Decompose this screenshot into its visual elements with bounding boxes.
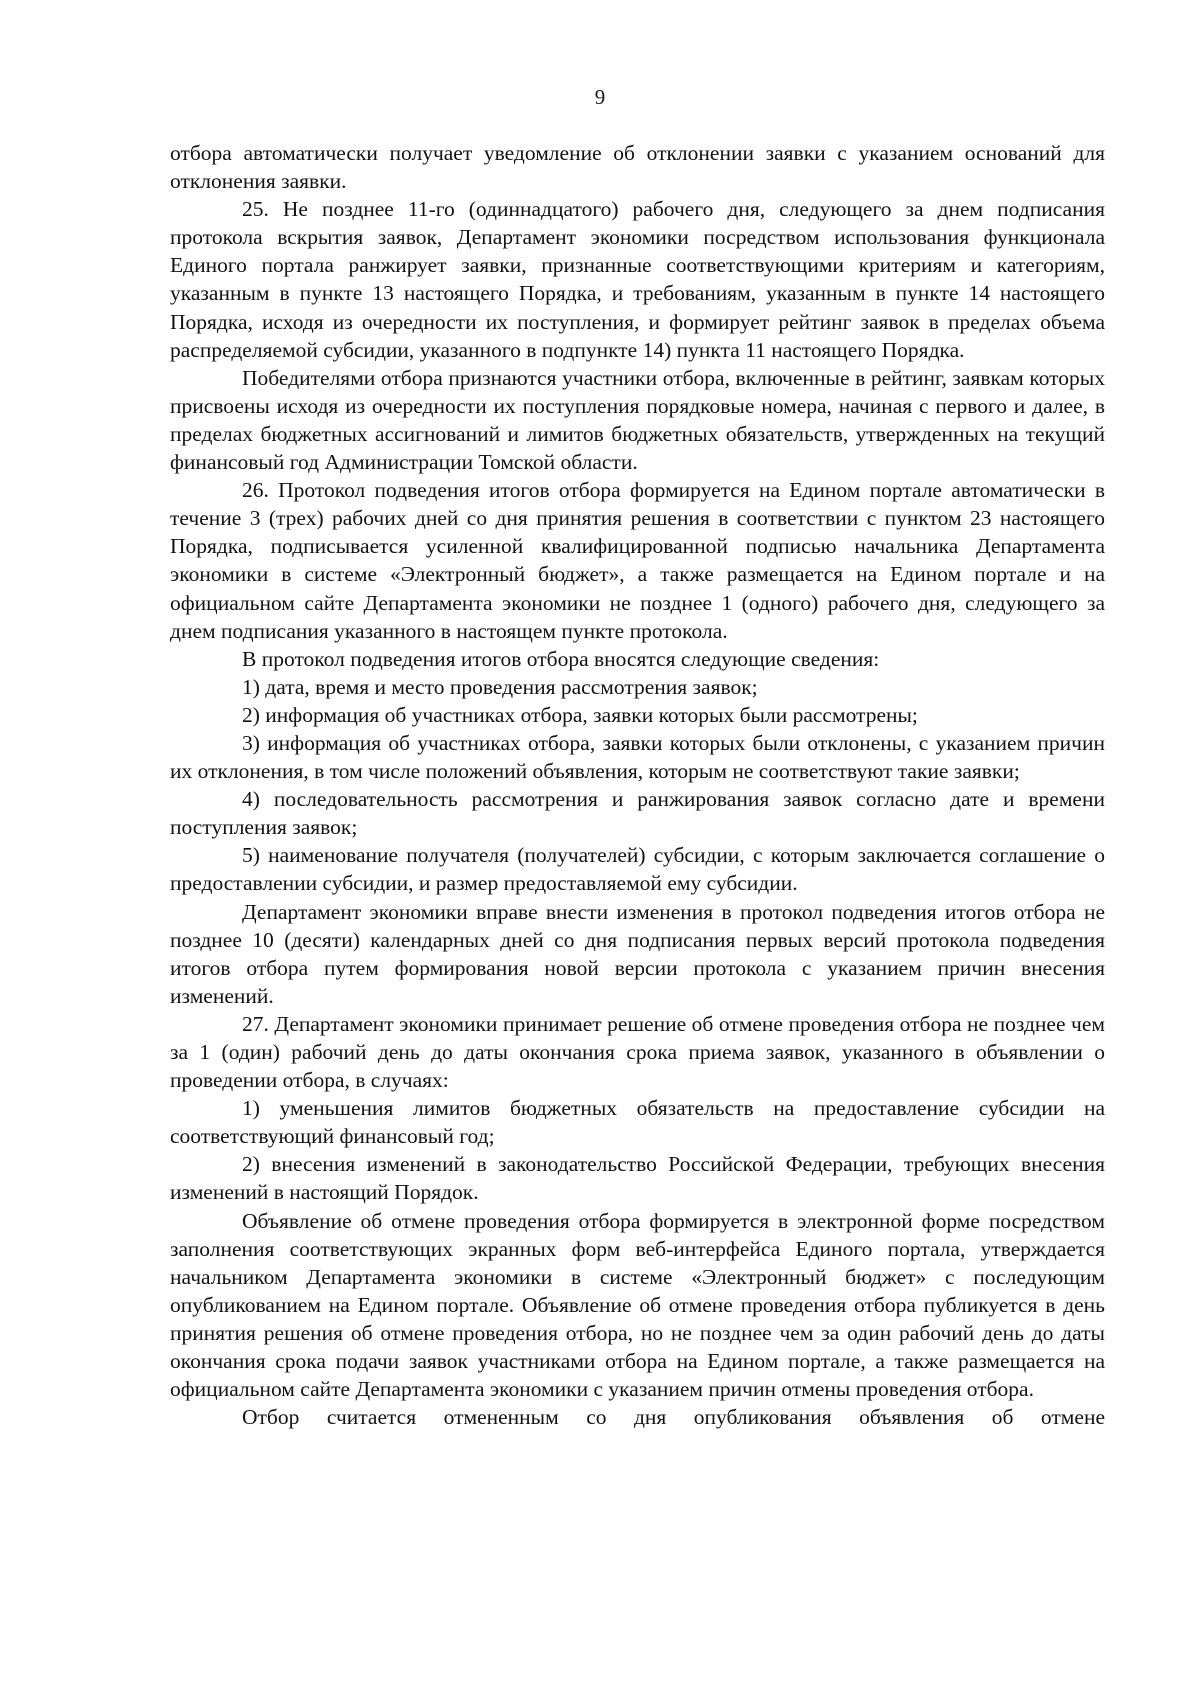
list-item-3: 3) информация об участниках отбора, заявки которых были отклонены, с указанием причин их отклонения, в том числе положений объявления, которым не соответствуют такие заявки; (170, 730, 1105, 784)
page-number: 9 (594, 85, 606, 109)
paragraph-winners: Победителями отбора признаются участники отбора, включенные в рейтинг, заявкам которых присвоены исходя из очередности их поступления порядковые номера, начиная с первого и далее, в пределах бюджетных ассигнований и лимитов бюджетных обязательств, утвержденных на текущий финансовый год Администрации Томской области. (170, 365, 1105, 475)
paragraph-item-27: 27. Департамент экономики принимает решение об отмене проведения отбора не позднее чем за 1 (один) рабочий день до даты окончания срока приема заявок, указанного в объявлении о проведении отбора, в случаях: (170, 1011, 1105, 1093)
paragraph-item-25: 25. Не позднее 11-го (одиннадцатого) рабочего дня, следующего за днем подписания протокола вскрытия заявок, Департамент экономики посредством использования функционала Единого портала ранжирует заявки, признанные соответствующими критериям и категориям, указанным в пункте 13 настоящего Порядка, и требованиям, указанным в пункте 14 настоящего Порядка, исходя из очередности их поступления, и формирует рейтинг заявок в пределах объема распределяемой субсидии, указанного в подпункте 14) пункта 11 настоящего Порядка. (170, 197, 1105, 362)
paragraph-cancel-announcement: Объявление об отмене проведения отбора формируется в электронной форме посредством заполнения соответствующих экранных форм веб-интерфейса Единого портала, утверждается начальником Департамента экономики в системе «Электронный бюджет» с последующим опубликованием на Едином портале. Объявление об отмене проведения отбора публикуется в день принятия решения об отмене проведения отбора, но не позднее чем за один рабочий день до даты окончания срока подачи заявок участниками отбора на Едином портале, а также размещается на официальном сайте Департамента экономики с указанием причин отмены проведения отбора. (170, 1208, 1105, 1402)
paragraph-cancel-effective: Отбор считается отмененным со дня опубликования объявления об отмене (242, 1405, 1105, 1430)
paragraph-continuation: отбора автоматически получает уведомление об отклонении заявки с указанием оснований для отклонения заявки. (170, 141, 1105, 194)
cancel-reason-1: 1) уменьшения лимитов бюджетных обязательств на предоставление субсидии на соответствующий финансовый год; (170, 1096, 1105, 1149)
document-body (170, 139, 1105, 1431)
list-item-5: 5) наименование получателя (получателей) субсидии, с которым заключается соглашение о предоставлении субсидии, и размер предоставляемой ему субсидии. (170, 843, 1105, 896)
list-item-4: 4) последовательность рассмотрения и ранжирования заявок согласно дате и времени поступления заявок; (170, 787, 1105, 840)
paragraph-item-26: 26. Протокол подведения итогов отбора формируется на Едином портале автоматически в течение 3 (трех) рабочих дней со дня принятия решения в соответствии с пунктом 23 настоящего Порядка, подписывается усиленной квалифицированной подписью начальника Департамента экономики в системе «Электронный бюджет», а также размещается на Едином портале и на официальном сайте Департамента экономики не позднее 1 (одного) рабочего дня, следующего за днем подписания указанного в настоящем пункте протокола. (170, 478, 1105, 643)
list-item-1: 1) дата, время и место проведения рассмотрения заявок; (242, 674, 758, 699)
paragraph-protocol-contents: В протокол подведения итогов отбора вносятся следующие сведения: (242, 646, 880, 671)
paragraph-protocol-changes: Департамент экономики вправе внести изменения в протокол подведения итогов отбора не позднее 10 (десяти) календарных дней со дня подписания первых версий протокола подведения итогов отбора путем формирования новой версии протокола с указанием причин внесения изменений. (170, 899, 1105, 1008)
list-item-2: 2) информация об участниках отбора, заявки которых были рассмотрены; (242, 702, 918, 727)
cancel-reason-2: 2) внесения изменений в законодательство Российской Федерации, требующих внесения изменений в настоящий Порядок. (170, 1152, 1105, 1205)
